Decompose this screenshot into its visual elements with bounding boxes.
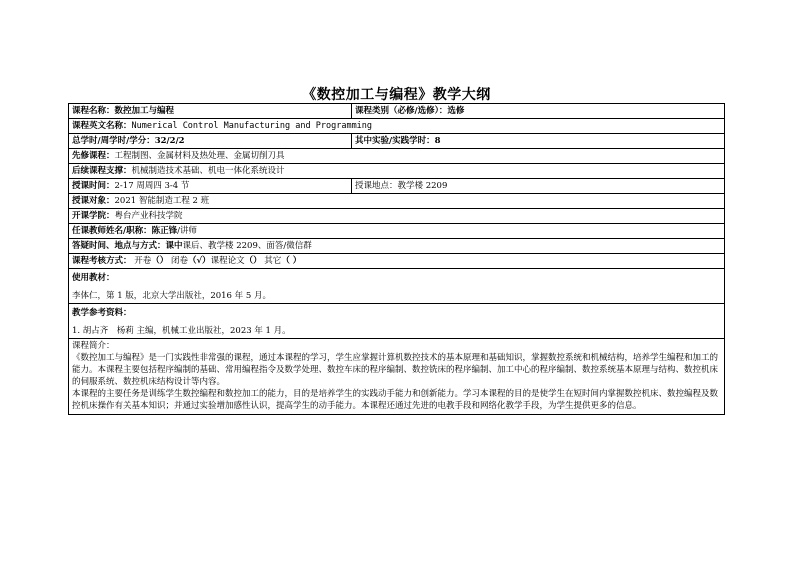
- cell-course-category: [352, 104, 725, 119]
- cell-textbook: [69, 269, 725, 304]
- teaching-time-value: 2-17 周周四 3-4 节: [114, 181, 190, 191]
- assessment-option-other: 其它（ ）: [264, 256, 302, 266]
- textbook-label: 使用教材：: [72, 273, 115, 283]
- intro-paragraph-2: 本课程的主要任务是训练学生数控编程和数控加工的能力，目的是培养学生的实践动手能力和创新能力。学习本课程的目的是使学生在短时间内掌握数控机床、数控编程及数控机床操作有关基本知识；并通过实验增加感性认识，提高学生的动手能力。本课程还通过先进的电教手段和网络化教学手段，为学生提供更多的信息。: [72, 389, 719, 411]
- other-checkbox: （ ）: [281, 256, 302, 266]
- audience-value: 2021 智能制造工程 2 班: [114, 196, 210, 206]
- cell-qa: [69, 239, 725, 254]
- hours-label: 总学时/周学时/学分：: [72, 136, 155, 146]
- syllabus-table: [68, 103, 725, 415]
- row-assessment: [69, 254, 725, 269]
- lab-hours-label: 其中实验/实践学时：: [355, 136, 435, 146]
- cell-prerequisites: [69, 149, 725, 164]
- cell-school: [69, 209, 725, 224]
- course-name-value: 数控加工与编程: [114, 106, 175, 116]
- lab-hours-value: 8: [434, 136, 441, 146]
- qa-value: 课后、教学楼 2209、面答/微信群: [182, 241, 312, 251]
- row-qa: [69, 239, 725, 254]
- teacher-title: /讲师: [177, 226, 197, 236]
- hours-value: 32/2/2: [154, 136, 185, 146]
- course-category-label: 课程类别（必修/选修）：: [355, 106, 448, 116]
- assessment-option-open-book: 开卷（）: [134, 256, 169, 266]
- course-name-label: 课程名称：: [72, 106, 115, 116]
- textbook-value: 李体仁，第 1 版，北京大学出版社，2016 年 5 月。: [72, 291, 271, 301]
- references-value: 1. 胡占齐 杨莉 主编，机械工业出版社，2023 年 1 月。: [72, 326, 291, 336]
- assessment-option-paper: 课程论文（）: [210, 256, 262, 266]
- qa-label: 答疑时间、地点与方式：: [72, 241, 166, 251]
- audience-label: 授课对象：: [72, 196, 115, 206]
- assessment-label: 课程考核方式：: [72, 256, 132, 266]
- row-hours: [69, 134, 725, 149]
- intro-paragraph-1: 《数控加工与编程》是一门实践性非常强的课程，通过本课程的学习，学生应掌握计算机数控技术的基本原理和基础知识，掌握数控系统和机械结构，培养学生编程和加工的能力。本课程主要包括程序编制的基础、常用编程指令及数学处理、数控车床的程序编制、数控铣床的程序编制、加工中心的程序编制、数控系统基本原理与结构、数控机床的伺服系统、数控机床结构设计等内容。: [72, 353, 719, 387]
- row-audience: [69, 194, 725, 209]
- cell-course-name: [69, 104, 352, 119]
- row-school: [69, 209, 725, 224]
- teaching-time-label: 授课时间：: [72, 181, 115, 191]
- prerequisites-value: 工程制图、金属材料及热处理、金属切削刀具: [114, 151, 285, 161]
- teaching-location-value: 教学楼 2209: [397, 181, 448, 191]
- row-textbook: [69, 269, 725, 304]
- document-title: 《数控加工与编程》教学大纲: [302, 87, 491, 103]
- row-intro: [69, 339, 725, 415]
- cell-references: [69, 304, 725, 339]
- row-teacher: [69, 224, 725, 239]
- course-category-value: 选修: [447, 106, 465, 116]
- prerequisites-label: 先修课程：: [72, 151, 115, 161]
- teaching-location-label: 授课地点：: [355, 181, 398, 191]
- cell-teaching-location: [352, 179, 725, 194]
- closed-book-checkbox: （√）: [187, 256, 211, 266]
- qa-emphasis: 课中: [165, 241, 183, 251]
- cell-intro: [69, 339, 725, 415]
- followup-value: 机械制造技术基础、机电一体化系统设计: [131, 166, 285, 176]
- cell-hours: [69, 134, 352, 149]
- row-teaching-time: [69, 179, 725, 194]
- teacher-name: 陈正锋: [151, 226, 178, 236]
- english-name-label: 课程英文名称：: [72, 121, 132, 131]
- cell-followup: [69, 164, 725, 179]
- cell-english-name: [69, 119, 725, 134]
- school-value: 粤台产业科技学院: [114, 211, 183, 221]
- row-followup: [69, 164, 725, 179]
- cell-lab-hours: [352, 134, 725, 149]
- row-references: [69, 304, 725, 339]
- english-name-value: Numerical Control Manufacturing and Programming: [131, 121, 373, 131]
- teacher-label: 任课教师姓名/职称：: [72, 226, 152, 236]
- paper-checkbox: （）: [244, 256, 262, 266]
- cell-audience: [69, 194, 725, 209]
- row-english-name: [69, 119, 725, 134]
- cell-teaching-time: [69, 179, 352, 194]
- references-label: 教学参考资料：: [72, 308, 132, 318]
- cell-teacher: [69, 224, 725, 239]
- row-course-name: [69, 104, 725, 119]
- assessment-option-closed-book: 闭卷（√）: [170, 256, 211, 266]
- row-prerequisites: [69, 149, 725, 164]
- open-book-checkbox: （）: [151, 256, 169, 266]
- followup-label: 后续课程支撑：: [72, 166, 132, 176]
- intro-label: 课程简介：: [72, 341, 115, 351]
- cell-assessment: [69, 254, 725, 269]
- school-label: 开课学院：: [72, 211, 115, 221]
